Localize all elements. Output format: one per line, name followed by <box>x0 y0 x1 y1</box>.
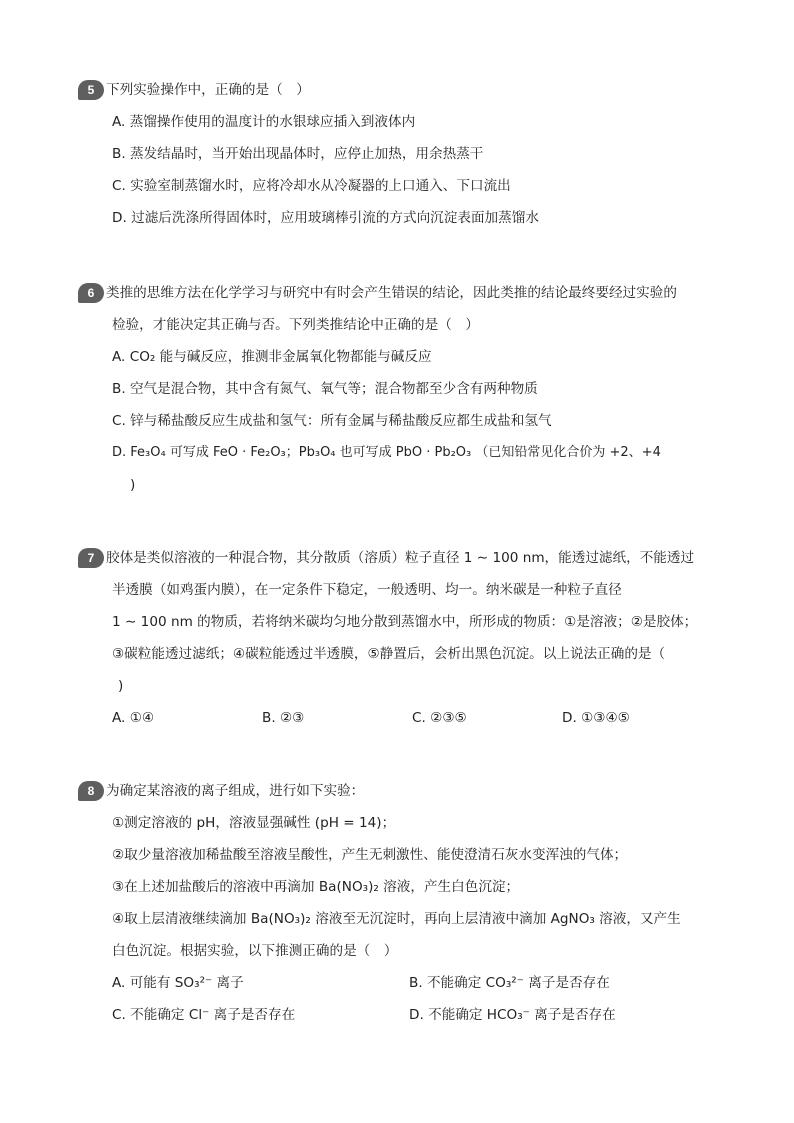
options-row-2 <box>78 1004 718 1026</box>
question-number-badge: 6 <box>78 283 104 303</box>
stem-line: 白色沉淀。根据实验，以下推测正确的是（ ） <box>112 943 398 959</box>
option-d[interactable]: D. 不能确定 HCO₃⁻ 离子是否存在 <box>409 1007 616 1023</box>
stem-line: ③在上述加盐酸后的溶液中再滴加 Ba(NO₃)₂ 溶液，产生白色沉淀； <box>112 879 520 895</box>
stem-line: ②取少量溶液加稀盐酸至溶液呈酸性，产生无刺激性、能使澄清石灰水变浑浊的气体； <box>112 847 628 863</box>
question-7 <box>78 547 718 739</box>
stem-line: 类推的思维方法在化学学习与研究中有时会产生错误的结论，因此类推的结论最终要经过实验的 <box>106 285 677 301</box>
stem-line: 半透膜（如鸡蛋内膜），在一定条件下稳定，一般透明、均一。纳米碳是一种粒子直径 <box>112 582 622 598</box>
stem-line: 胶体是类似溶液的一种混合物，其分散质（溶质）粒子直径 1 ∼ 100 nm，能透过滤纸，不能透过 <box>106 550 695 566</box>
question-number-badge: 5 <box>78 80 104 100</box>
options-row <box>78 707 718 729</box>
option-a[interactable]: A. 可能有 SO₃²⁻ 离子 <box>112 975 244 991</box>
stem-line: ) <box>118 678 124 694</box>
question-number-badge: 7 <box>78 548 104 568</box>
option-b[interactable]: B. 蒸发结晶时，当开始出现晶体时，应停止加热，用余热蒸干 <box>112 146 484 162</box>
option-c[interactable]: C. 不能确定 Cl⁻ 离子是否存在 <box>112 1007 296 1023</box>
stem-line: 下列实验操作中，正确的是（ ） <box>106 82 310 98</box>
option-d[interactable]: D. ①③④⑤ <box>562 710 630 726</box>
option-b[interactable]: B. ②③ <box>262 710 305 726</box>
stem-line: ③碳粒能透过滤纸；④碳粒能透过半透膜，⑤静置后，会析出黑色沉淀。以上说法正确的是（ <box>112 646 666 662</box>
option-c[interactable]: C. ②③⑤ <box>412 710 467 726</box>
stem-line: 为确定某溶液的离子组成，进行如下实验： <box>106 783 365 799</box>
question-number-badge: 8 <box>78 781 104 801</box>
option-c[interactable]: C. 锌与稀盐酸反应生成盐和氢气：所有金属与稀盐酸反应都生成盐和氢气 <box>112 413 552 429</box>
question-6 <box>78 282 718 506</box>
option-d[interactable]: D. 过滤后洗涤所得固体时，应用玻璃棒引流的方式向沉淀表面加蒸馏水 <box>112 210 539 226</box>
question-stem <box>78 780 718 802</box>
question-stem <box>78 282 718 304</box>
option-a[interactable]: A. ①④ <box>112 710 155 726</box>
option-d-continuation: ) <box>130 477 136 493</box>
option-c[interactable]: C. 实验室制蒸馏水时，应将冷却水从冷凝器的上口通入、下口流出 <box>112 178 511 194</box>
stem-line: ④取上层清液继续滴加 Ba(NO₃)₂ 溶液至无沉淀时，再向上层清液中滴加 AgNO₃ 溶液，又产生 <box>112 911 681 927</box>
option-a[interactable]: A. CO₂ 能与碱反应，推测非金属氧化物都能与碱反应 <box>112 349 432 365</box>
stem-line: ①测定溶液的 pH，溶液显强碱性 (pH = 14)； <box>112 815 396 831</box>
question-5 <box>78 79 718 239</box>
option-b[interactable]: B. 空气是混合物，其中含有氮气、氧气等；混合物都至少含有两种物质 <box>112 381 538 397</box>
question-8 <box>78 780 718 1036</box>
option-d[interactable]: D. Fe₃O₄ 可写成 FeO · Fe₂O₃；Pb₃O₄ 也可写成 PbO · Pb₂O₃ （已知铅常见化合价为 +2、+4 <box>112 445 661 460</box>
stem-line: 检验，才能决定其正确与否。下列类推结论中正确的是（ ） <box>112 317 480 333</box>
question-stem <box>78 547 718 569</box>
question-stem <box>78 79 718 101</box>
option-a[interactable]: A. 蒸馏操作使用的温度计的水银球应插入到液体内 <box>112 114 416 130</box>
stem-line: 1 ∼ 100 nm 的物质，若将纳米碳均匀地分散到蒸馏水中，所形成的物质：①是溶液；②是胶体； <box>112 614 698 630</box>
options-row-1 <box>78 972 718 994</box>
option-b[interactable]: B. 不能确定 CO₃²⁻ 离子是否存在 <box>409 975 610 991</box>
